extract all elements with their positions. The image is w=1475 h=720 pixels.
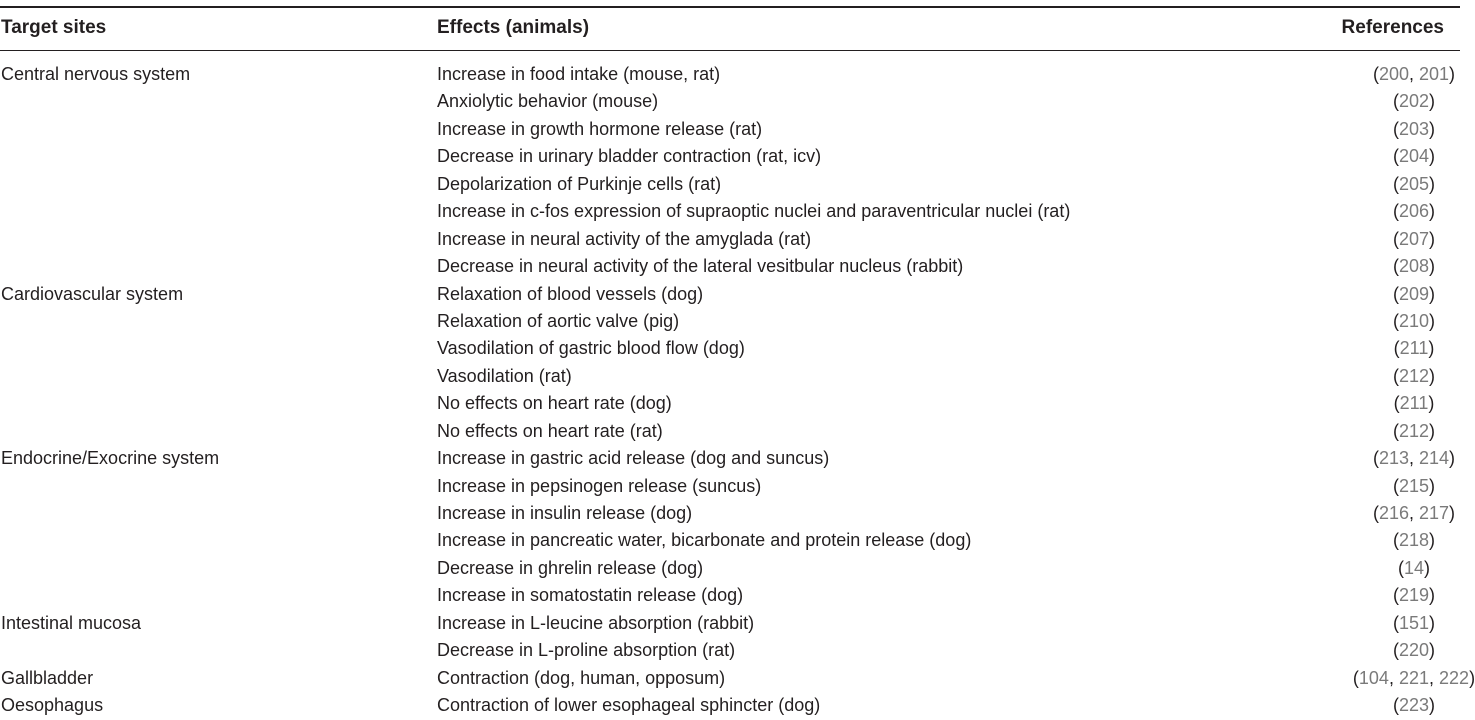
effect-cell: Increase in neural activity of the amyglada (rat) xyxy=(437,228,812,249)
table-row xyxy=(0,281,1460,308)
effect-cell: Decrease in ghrelin release (dog) xyxy=(437,557,704,578)
effect-cell: No effects on heart rate (rat) xyxy=(437,420,663,441)
table-header-row xyxy=(0,13,1460,43)
references-cell: (212) xyxy=(1392,365,1436,386)
reference-link[interactable]: 219 xyxy=(1398,585,1430,606)
references-cell: (220) xyxy=(1392,640,1436,661)
reference-link[interactable]: 208 xyxy=(1398,256,1430,277)
table-row xyxy=(0,445,1460,472)
target-site-cell: Gallbladder xyxy=(1,667,94,688)
effect-cell: Increase in somatostatin release (dog) xyxy=(437,585,744,606)
references-cell: (14) xyxy=(1397,557,1431,578)
references-cell: (212) xyxy=(1392,420,1436,441)
reference-link[interactable]: 205 xyxy=(1398,173,1430,194)
reference-link[interactable]: 215 xyxy=(1398,475,1430,496)
references-cell: (216, 217) xyxy=(1372,503,1456,523)
effect-cell: Contraction of lower esophageal sphincter (dog) xyxy=(437,695,821,716)
reference-link[interactable]: 204 xyxy=(1398,146,1430,167)
table-row xyxy=(0,692,1460,719)
table-row xyxy=(0,335,1460,362)
references-cell: (104, 221, 222) xyxy=(1352,667,1475,688)
reference-link[interactable]: 206 xyxy=(1398,201,1430,222)
effect-cell: Vasodilation of gastric blood flow (dog) xyxy=(437,338,745,359)
effect-cell: Increase in gastric acid release (dog and suncus) xyxy=(437,448,830,469)
reference-link[interactable]: 14 xyxy=(1403,557,1425,578)
reference-link[interactable]: 201 xyxy=(1419,64,1450,84)
references-cell: (207) xyxy=(1392,228,1436,249)
references-cell: (208) xyxy=(1392,256,1436,277)
reference-link[interactable]: 212 xyxy=(1398,420,1430,441)
reference-link[interactable]: 216 xyxy=(1378,503,1409,523)
references-cell: (205) xyxy=(1392,173,1436,194)
reference-link[interactable]: 151 xyxy=(1398,612,1430,633)
reference-link[interactable]: 213 xyxy=(1378,448,1409,469)
table-row xyxy=(0,253,1460,280)
references-cell: (206) xyxy=(1392,201,1436,222)
effect-cell: Increase in L-leucine absorption (rabbit) xyxy=(437,612,755,633)
effect-cell: Decrease in L-proline absorption (rat) xyxy=(437,640,736,661)
table-top-rule xyxy=(0,6,1460,8)
reference-link[interactable]: 222 xyxy=(1439,667,1470,688)
effect-cell: Decrease in urinary bladder contraction (rat, icv) xyxy=(437,146,822,167)
references-cell: (203) xyxy=(1392,118,1436,139)
table-row xyxy=(0,116,1460,143)
reference-link[interactable]: 209 xyxy=(1398,283,1430,304)
target-site-cell: Cardiovascular system xyxy=(1,283,184,304)
effect-cell: Depolarization of Purkinje cells (rat) xyxy=(437,173,722,194)
effect-cell: Increase in food intake (mouse, rat) xyxy=(437,64,721,84)
effect-cell: Anxiolytic behavior (mouse) xyxy=(437,91,659,112)
table-row xyxy=(0,198,1460,225)
header-references: References xyxy=(1341,17,1444,38)
references-cell: (200, 201) xyxy=(1372,64,1456,84)
table-row xyxy=(0,527,1460,554)
reference-link[interactable]: 218 xyxy=(1398,530,1430,551)
reference-link[interactable]: 104 xyxy=(1358,667,1389,688)
table-row xyxy=(0,473,1460,500)
references-cell: (211) xyxy=(1393,338,1435,359)
table-body xyxy=(0,61,1475,720)
effect-cell: Vasodilation (rat) xyxy=(437,365,572,386)
reference-link[interactable]: 220 xyxy=(1398,640,1430,661)
effect-cell: Contraction (dog, human, opposum) xyxy=(437,667,726,688)
table-row xyxy=(0,582,1460,609)
effect-cell: Increase in growth hormone release (rat) xyxy=(437,118,763,139)
references-cell: (210) xyxy=(1392,310,1436,331)
table-row xyxy=(0,226,1460,253)
table-row xyxy=(0,500,1460,527)
references-cell: (219) xyxy=(1392,585,1436,606)
references-cell: (223) xyxy=(1392,695,1436,716)
table-row xyxy=(0,171,1460,198)
table-row xyxy=(0,143,1460,170)
table-row xyxy=(0,61,1460,88)
table-row xyxy=(0,418,1460,445)
effect-cell: Relaxation of aortic valve (pig) xyxy=(437,310,680,331)
table-row xyxy=(0,390,1460,417)
table-row xyxy=(0,665,1475,692)
references-cell: (211) xyxy=(1393,393,1435,414)
table-row xyxy=(0,610,1460,637)
table-header-rule xyxy=(0,50,1460,51)
reference-link[interactable]: 210 xyxy=(1398,310,1430,331)
effect-cell: Increase in pepsinogen release (suncus) xyxy=(437,475,762,496)
references-cell: (213, 214) xyxy=(1372,448,1456,469)
effect-cell: Decrease in neural activity of the lateral vesitbular nucleus (rabbit) xyxy=(437,256,964,277)
reference-link[interactable]: 211 xyxy=(1399,338,1429,359)
reference-link[interactable]: 212 xyxy=(1398,365,1430,386)
target-site-cell: Intestinal mucosa xyxy=(1,612,142,633)
table-row xyxy=(0,363,1460,390)
reference-link[interactable]: 211 xyxy=(1399,393,1429,414)
reference-link[interactable]: 200 xyxy=(1378,64,1409,84)
table-row xyxy=(0,308,1460,335)
effect-cell: No effects on heart rate (dog) xyxy=(437,393,672,414)
effect-cell: Increase in c-fos expression of supraoptic nuclei and paraventricular nuclei (rat) xyxy=(437,201,1071,222)
effect-cell: Increase in insulin release (dog) xyxy=(437,503,693,523)
references-cell: (204) xyxy=(1392,146,1436,167)
references-cell: (202) xyxy=(1392,91,1436,112)
table-row xyxy=(0,637,1460,664)
effect-cell: Relaxation of blood vessels (dog) xyxy=(437,283,704,304)
header-effects: Effects (animals) xyxy=(437,17,590,38)
table-row xyxy=(0,88,1460,115)
references-cell: (218) xyxy=(1392,530,1436,551)
reference-link[interactable]: 207 xyxy=(1398,228,1430,249)
reference-link[interactable]: 202 xyxy=(1398,91,1430,112)
reference-link[interactable]: 214 xyxy=(1419,448,1450,469)
reference-link[interactable]: 223 xyxy=(1398,695,1430,716)
target-site-cell: Oesophagus xyxy=(1,695,104,716)
reference-link[interactable]: 203 xyxy=(1398,118,1430,139)
reference-link[interactable]: 221 xyxy=(1398,667,1430,688)
table-row xyxy=(0,555,1460,582)
target-site-cell: Endocrine/Exocrine system xyxy=(1,448,220,469)
header-target-sites: Target sites xyxy=(1,17,107,38)
references-cell: (209) xyxy=(1392,283,1436,304)
references-cell: (215) xyxy=(1392,475,1436,496)
reference-link[interactable]: 217 xyxy=(1419,503,1450,523)
target-site-cell: Central nervous system xyxy=(1,64,191,84)
references-cell: (151) xyxy=(1392,612,1436,633)
effect-cell: Increase in pancreatic water, bicarbonate and protein release (dog) xyxy=(437,530,972,551)
